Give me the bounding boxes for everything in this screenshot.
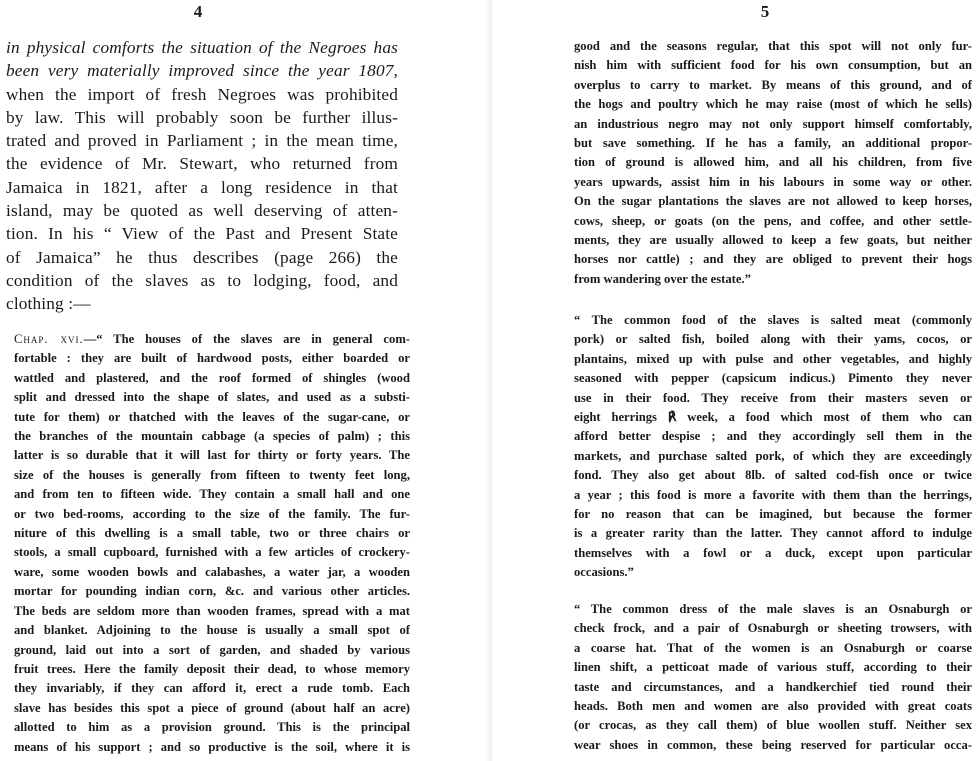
text-line: check frock, and a pair of Osnaburgh or sheeting trowsers, with xyxy=(574,621,972,636)
text-line xyxy=(14,330,410,349)
text-line: is a greater rarity than the latter. They cannot afford to indulge xyxy=(574,526,972,541)
text-line: markets, and purchase salted pork, of which they are exceedingly xyxy=(574,448,972,463)
text-line: overplus to carry to market. By means of this ground, and of xyxy=(574,77,972,92)
text-line: eight herrings ℟ week, a food which most of them who can xyxy=(574,410,972,425)
text-line: a year ; this food is more a favorite with them than the herrings, xyxy=(574,487,972,502)
text-line: latter is so durable that it will last for thirty or forty years. The xyxy=(14,448,410,463)
text-line: clothing :— xyxy=(6,294,91,314)
text-line: by law. This will probably soon be further illus- xyxy=(6,107,398,127)
text-line: wear shoes in common, these being reserved for particular occa- xyxy=(574,737,972,752)
text-line: island, may be quoted as well deserving of atten- xyxy=(6,201,398,221)
quote-provision-ground xyxy=(574,37,972,289)
text-line: nish him with sufficient food for his own consumption, but an xyxy=(574,58,972,73)
text-line: themselves with a fowl or a duck, except upon particular xyxy=(574,545,972,560)
text-line: horses nor cattle) ; and they are obliged to prevent their hogs xyxy=(574,252,972,267)
text-line: and blanket. Adjoining to the house is usually a small spot of xyxy=(14,623,410,638)
page-number-left: 4 xyxy=(193,2,203,21)
text-line: but save something. If he has a family, an additional propor- xyxy=(574,136,972,151)
text-line: trated and proved in Parliament ; in the mean time, xyxy=(6,131,398,151)
text-line: niture of this dwelling is a small table, two or three chairs or xyxy=(14,526,410,541)
text-line: linen shift, a petticoat made of various stuff, according to their xyxy=(574,660,972,675)
text-line: the hogs and poultry which he may raise (most of which he sells) xyxy=(574,97,972,112)
intro-paragraph xyxy=(6,36,398,316)
text-line: means of his support ; and so productive is the soil, where it is xyxy=(14,739,410,754)
quote-food xyxy=(574,311,972,583)
text-line: seasoned with pepper (capsicum indicus.) Pimento they never xyxy=(574,371,972,386)
text-line: from wandering over the estate.” xyxy=(574,271,751,286)
quote-houses xyxy=(14,330,410,757)
text-line: the branches of the mountain cabbage (a species of palm) ; this xyxy=(14,429,410,444)
text-line: plantains, mixed up with pulse and other vegetables, and highly xyxy=(574,351,972,366)
text-line: when the import of fresh Negroes was prohibited xyxy=(6,84,398,104)
text-line: and from ten to fifteen wide. They contain a small hall and one xyxy=(14,487,410,502)
text-line: been very materially improved since the year 1807, xyxy=(6,61,398,81)
text-line: good and the seasons regular, that this spot will not only fur- xyxy=(574,39,972,53)
text-line: afford better despise ; and they accordingly sell them in the xyxy=(574,429,972,444)
text-line: of Jamaica” he thus describes (page 266) the xyxy=(6,247,398,267)
text-line: ware, some wooden bowls and calabashes, a water jar, a wooden xyxy=(14,564,410,579)
text-line: taste and circumstances, and a handkerchief tied round their xyxy=(574,679,972,694)
text-line: tion of ground is allowed him, and all his children, from five xyxy=(574,155,972,170)
text-line: the evidence of Mr. Stewart, who returned from xyxy=(6,154,398,174)
text-line: they invariably, if they can afford it, erect a rude tomb. Each xyxy=(14,681,410,696)
text-line: years upwards, assist him in his labours in some way or other. xyxy=(574,174,972,189)
text-line: Jamaica in 1821, after a long residence in that xyxy=(6,177,398,197)
text-line: or two bed-rooms, according to the size of the family. The fur- xyxy=(14,506,410,521)
text-line: slave has besides this spot a piece of ground (about half an acre) xyxy=(14,700,410,715)
text-line: ground, laid out into a sort of garden, and shaded by various xyxy=(14,642,410,657)
text-line: heads. Both men and women are also provided with great coats xyxy=(574,699,972,714)
text-line: stools, a small cupboard, furnished with a few articles of crockery- xyxy=(14,545,410,560)
text-line: size of the houses is generally from fifteen to twenty feet long, xyxy=(14,467,410,482)
text-line: fortable : they are built of hardwood posts, either boarded or xyxy=(14,351,410,366)
text-line: occasions.” xyxy=(574,565,634,580)
text-line: for no reason that can be imagined, but because the former xyxy=(574,507,972,522)
text-line: fond. They also get about 8lb. of salted cod-fish once or twice xyxy=(574,468,972,483)
text-line: “ The common dress of the male slaves is an Osnaburgh or xyxy=(574,602,972,616)
right-page xyxy=(490,0,980,761)
text-line: condition of the slaves as to lodging, food, and xyxy=(6,270,398,290)
quote-dress xyxy=(574,600,972,755)
text-line: “ The common food of the slaves is salted meat (commonly xyxy=(574,313,972,327)
text-line: in physical comforts the situation of the Negroes has xyxy=(6,38,398,57)
text-line: (or crocas, as they call them) of blue woollen stuff. Neither sex xyxy=(574,718,972,733)
text-line: pork) or salted fish, boiled along with their yams, cocos, or xyxy=(574,332,972,347)
text-line: ments, they are usually allowed to keep a few goats, but neither xyxy=(574,233,972,248)
text-line: use in their food. They receive from their masters seven or xyxy=(574,390,972,405)
text-line: tute for them) or thatched with the leaves of the sugar-cane, or xyxy=(14,409,410,424)
text-line-rest: —“ The houses of the slaves are in general com- xyxy=(83,332,410,346)
chapter-label: Chap. xvi. xyxy=(14,332,84,346)
text-line: split and dressed into the shape of slates, and used as a substi- xyxy=(14,390,410,405)
text-line: fruit trees. Here the family deposit their dead, to whose memory xyxy=(14,661,410,676)
text-line: wattled and plastered, and the roof formed of shingles (wood xyxy=(14,370,410,385)
text-line: tion. In his “ View of the Past and Present State xyxy=(6,224,398,244)
page-number-right: 5 xyxy=(760,2,770,21)
text-line: cows, sheep, or goats (on the pens, and coffee, and other settle- xyxy=(574,213,972,228)
text-line: an industrious negro may not only support himself comfortably, xyxy=(574,116,972,131)
text-line: mortar for pounding indian corn, &c. and various other articles. xyxy=(14,584,410,599)
text-line: On the sugar plantations the slaves are not allowed to keep horses, xyxy=(574,194,972,209)
text-line: allotted to him as a provision ground. This is the principal xyxy=(14,720,410,735)
text-line: The beds are seldom more than wooden frames, spread with a mat xyxy=(14,603,410,618)
text-line: a coarse hat. That of the women is an Osnaburgh or coarse xyxy=(574,640,972,655)
